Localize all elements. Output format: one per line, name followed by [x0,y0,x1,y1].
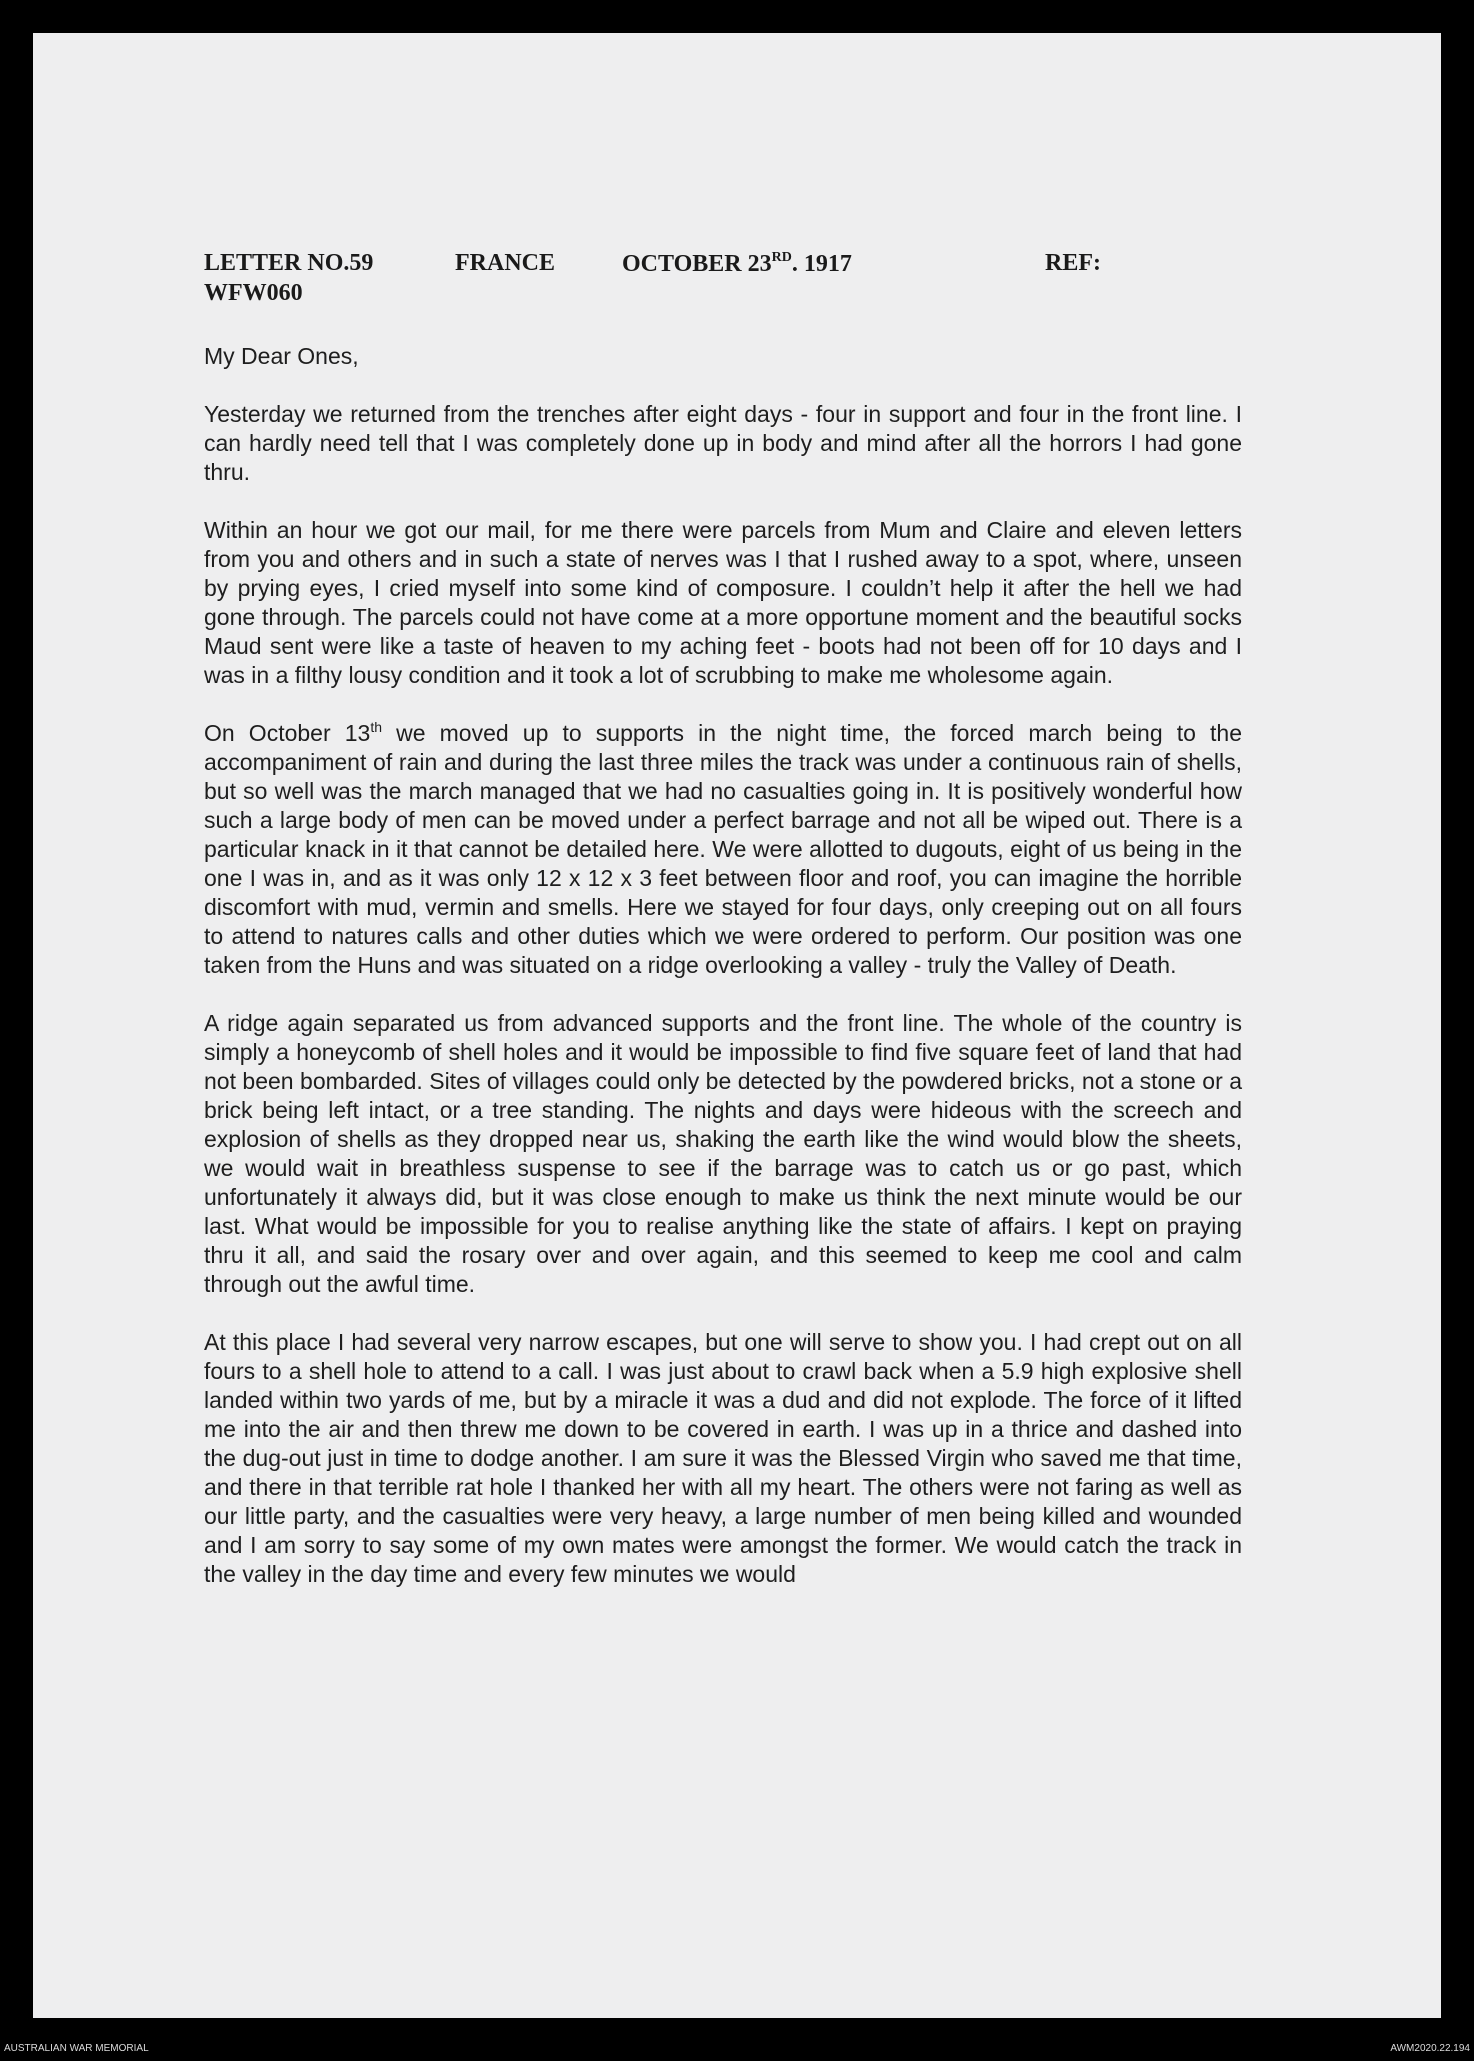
salutation: My Dear Ones, [204,343,359,369]
date-prefix: OCTOBER 23 [622,251,772,277]
date-superscript: RD [771,250,792,265]
letter-header [204,250,1144,307]
paragraph-1: Yesterday we returned from the trenches after eight days - four in support and four in the front line. I can hardly need tell that I was completely done up in body and mind after all the horrors I had gone thru. [204,401,1242,485]
footer-accession-number: AWM2020.22.194 [1390,2043,1470,2054]
letter-number: LETTER NO.59 [204,250,374,276]
paragraph-2: Within an hour we got our mail, for me there were parcels from Mum and Claire and eleven letters from you and others and in such a state of nerves was I that I rushed away to a spot, where, unseen by prying eyes, I cried myself into some kind of composure. I couldn’t help it after the hell we had gone through. The parcels could not have come at a more opportune moment and the beautiful socks Maud sent were like a taste of heaven to my aching feet - boots had not been off for 10 days and I was in a filthy lousy condition and it took a lot of scrubbing to make me wholesome again. [204,517,1242,688]
footer-institution: AUSTRALIAN WAR MEMORIAL [4,2043,149,2054]
date-suffix: . 1917 [791,251,852,277]
letter-date [622,250,852,278]
paragraph-3-start: On October 13 [204,720,371,746]
paragraph-4: A ridge again separated us from advanced supports and the front line. The whole of the country is simply a honeycomb of shell holes and it would be impossible to find five square feet of land that had not been bombarded. Sites of villages could only be detected by the powdered bricks, not a stone or a brick being left intact, or a tree standing. The nights and days were hideous with the screech and explosion of shells as they dropped near us, shaking the earth like the wind would blow the sheets, we would wait in breathless suspense to see if the barrage was to catch us or go past, which unfortunately it always did, but it was close enough to make us think the next minute would be our last. What would be impossible for you to realise anything like the state of affairs. I kept on praying thru it all, and said the rosary over and over again, and this seemed to keep me cool and calm through out the awful time. [204,1010,1242,1297]
letter-body [204,342,1242,1618]
paragraph-3-rest: we moved up to supports in the night time, the forced march being to the accompaniment of rain and during the last three miles the track was under a continuous rain of shells, but so well was the march managed that we had no casualties going in. It is positively wonderful how such a large body of men can be moved under a perfect barrage and not all be wiped out. There is a particular knack in it that cannot be detailed here. We were allotted to dugouts, eight of us being in the one I was in, and as it was only 12 x 12 x 3 feet between floor and roof, you can imagine the horrible discomfort with mud, vermin and smells. Here we stayed for four days, only creeping out on all fours to attend to natures calls and other duties which we were ordered to perform. Our position was one taken from the Huns and was situated on a ridge overlooking a valley - truly the Valley of Death. [204,720,1243,978]
paragraph-3 [204,719,1242,980]
paragraph-3-superscript: th [370,719,383,735]
ref-code: WFW060 [204,280,303,306]
ref-label: REF: [1045,250,1101,276]
paragraph-5: At this place I had several very narrow escapes, but one will serve to show you. I had crept out on all fours to a shell hole to attend to a call. I was just about to crawl back when a 5.9 high explosive shell landed within two yards of me, but by a miracle it was a dud and did not explode. The force of it lifted me into the air and then threw me down to be covered in earth. I was up in a thrice and dashed into the dug-out just in time to dodge another. I am sure it was the Blessed Virgin who saved me that time, and there in that terrible rat hole I thanked her with all my heart. The others were not faring as well as our little party, and the casualties were very heavy, a large number of men being killed and wounded and I am sorry to say some of my own mates were amongst the former. We would catch the track in the valley in the day time and every few minutes we would [204,1329,1242,1587]
letter-place: FRANCE [455,250,555,276]
header-row [204,250,1144,280]
